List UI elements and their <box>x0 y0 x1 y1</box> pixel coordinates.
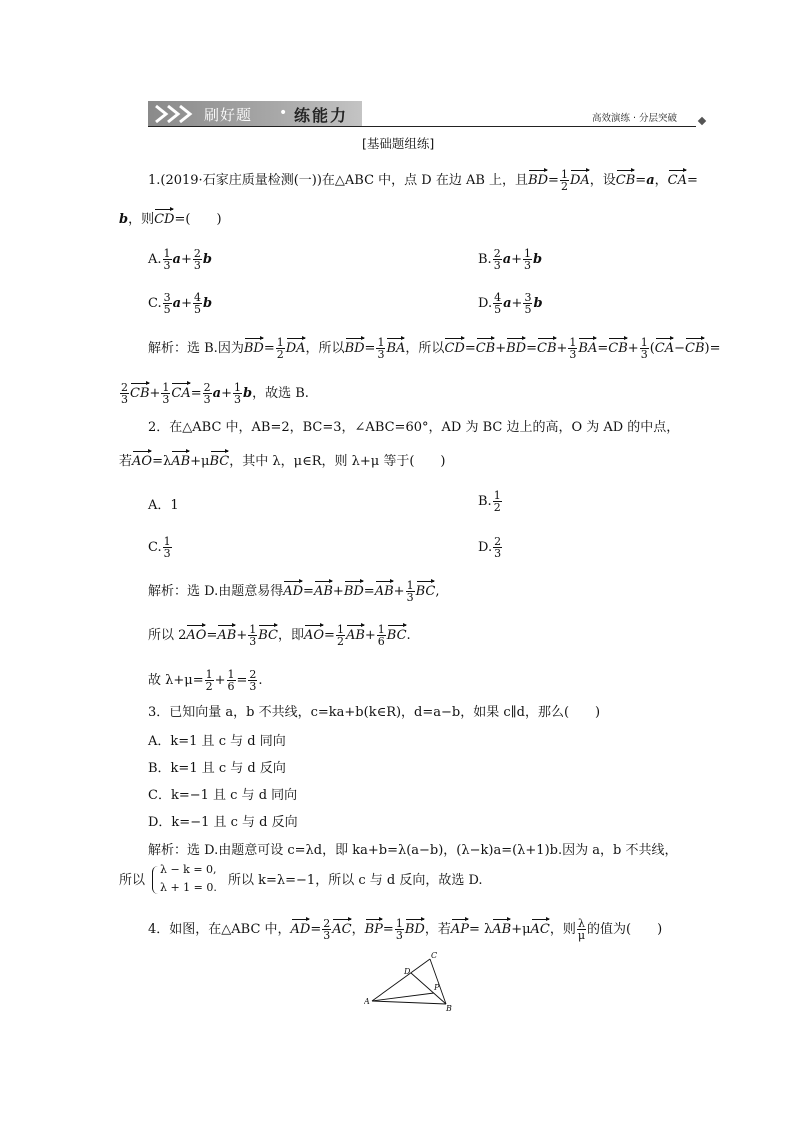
p2-question-line2: 若AO=λAB+μBC，其中 λ，μ∈R，则 λ+μ 等于( ) <box>119 454 446 469</box>
banner-title: 刷好题 <box>204 106 253 124</box>
p2-option-b: B. $\frac{1}{2}$ <box>478 489 501 514</box>
p1-option-a: A. $\frac{1}{3}$ a+ $\frac{2}{3}$ b <box>148 247 212 272</box>
p3-option-d: D．k=−1 且 c 与 d 反向 <box>148 815 298 830</box>
banner-subtitle: 练能力 <box>294 106 349 125</box>
p1-option-d: D. $\frac{4}{5}$ a+ $\frac{3}{5}$ b <box>478 291 543 316</box>
p3-option-b: B．k=1 且 c 与 d 反向 <box>148 761 286 776</box>
p3-option-a: A．k=1 且 c 与 d 同向 <box>148 734 286 749</box>
p2-solution-line2: 所以 2AO=AB+ $\frac{1}{3}$ BC，即AO= $\frac{1}{2}$ AB+ $\frac{1}{6}$ BC. <box>148 623 411 648</box>
p3-system-eq2: λ + 1 = 0. <box>160 881 217 894</box>
p3-option-c: C．k=−1 且 c 与 d 同向 <box>148 788 298 803</box>
p3-solution-line2-tail: 所以 k=λ=−1，所以 c 与 d 反向，故选 D. <box>228 873 483 888</box>
section-title: [基础题组练] <box>362 136 435 151</box>
header-right-text: 高效演练 · 分层突破 <box>592 113 678 124</box>
p2-option-d: D. $\frac{2}{3}$ <box>478 535 502 560</box>
diamond-icon <box>698 117 706 125</box>
p2-solution-line1: 解析：选 D.由题意易得AD=AB+BD=AB+ $\frac{1}{3}$ BC, <box>148 579 440 604</box>
p1-option-b: B. $\frac{2}{3}$ a+ $\frac{1}{3}$ b <box>478 247 543 272</box>
label-a: A <box>364 997 370 1006</box>
system-brace <box>152 866 159 894</box>
p2-question-line1: 2．在△ABC 中，AB=2，BC=3，∠ABC=60°，AD 为 BC 边上的高，O 为 AD 的中点， <box>148 420 680 435</box>
edge-ab <box>372 1001 446 1004</box>
p1-solution-line1: 解析：选 B.因为BD= $\frac{1}{2}$ DA，所以BD= $\frac{1}{3}$ BA，所以CD=CB+BD=CB+ $\frac{1}{3}$ BA=CB+ $\frac{1}{3}$ (CA−CB)= <box>148 336 721 361</box>
label-d: D <box>404 967 411 976</box>
header-banner <box>148 101 362 126</box>
p4-question: 4．如图，在△ABC 中，AD= $\frac{2}{3}$ AC，BP= $\frac{1}{3}$ BD，若AP= λAB+μAC，则 $\frac{\lambda}{\mu}$ 的值为( ) <box>148 917 663 942</box>
label-p: P <box>434 983 440 992</box>
label-c: C <box>431 951 438 960</box>
p3-system-eq1: λ − k = 0, <box>160 863 217 876</box>
p3-solution-line2-lead: 所以 <box>119 873 146 888</box>
header-rule <box>148 126 696 127</box>
p1-question-line1: 1.(2019·石家庄质量检测(一))在△ABC 中，点 D 在边 AB 上，且BD= $\frac{1}{2}$ DA，设CB=a，CA= <box>148 168 698 193</box>
p2-option-c: C. $\frac{1}{3}$ <box>148 535 171 560</box>
p3-question: 3．已知向量 a，b 不共线，c=ka+b(k∈R)，d=a−b，如果 c∥d，那么( ) <box>148 705 601 720</box>
p3-solution-line1: 解析：选 D.由题意可设 c=λd，即 ka+b=λ(a−b)，(λ−k)a=(λ+1)b.因为 a，b 不共线， <box>148 843 678 858</box>
p1-solution-line2: $\frac{2}{3}$ CB+ $\frac{1}{3}$ CA= $\frac{2}{3}$ a+ $\frac{1}{3}$ b，故选 B. <box>121 381 309 406</box>
triangle-figure <box>364 950 464 1012</box>
label-b: B <box>446 1004 452 1012</box>
p2-option-a: A．1 <box>148 498 179 513</box>
p2-solution-line3: 故 λ+μ= $\frac{1}{2}$ + $\frac{1}{6}$ = $\frac{2}{3}$ . <box>148 668 263 693</box>
banner-dot: • <box>279 105 288 121</box>
chevron-arrows-icon <box>152 104 196 124</box>
p1-question-line2: b，则CD=( ) <box>119 212 222 227</box>
p1-option-c: C. $\frac{3}{5}$ a+ $\frac{4}{5}$ b <box>148 291 213 316</box>
